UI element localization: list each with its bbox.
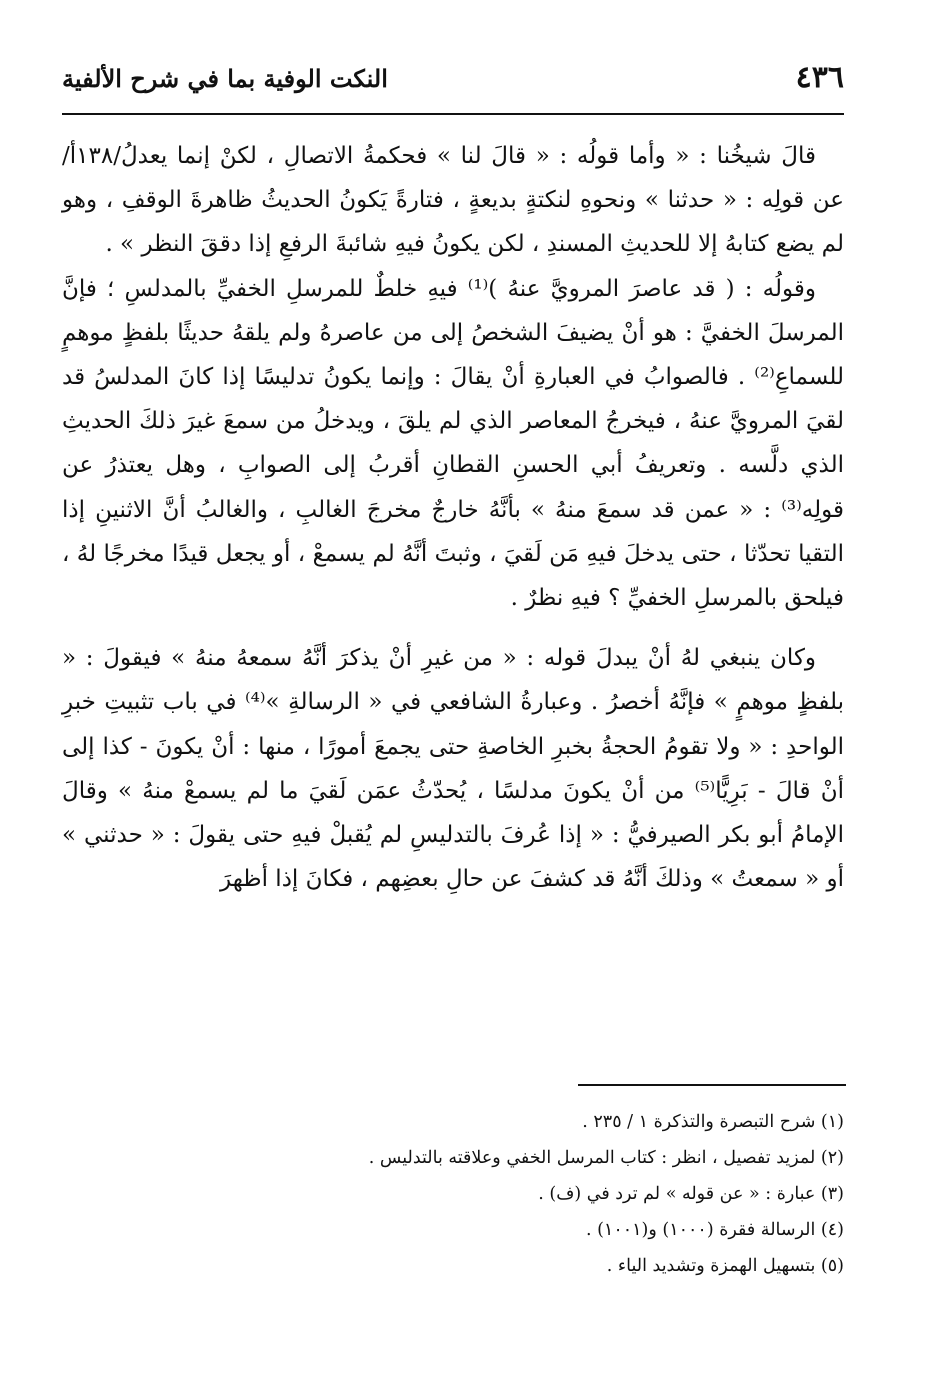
footnote: (٥) بتسهيل الهمزة وتشديد الياء . bbox=[606, 1256, 844, 1276]
footnotes bbox=[62, 1104, 844, 1284]
running-title: النكت الوفية بما في شرح الألفية bbox=[62, 64, 388, 93]
paragraph: وقولُه : ( قد عاصرَ المرويَّ عنهُ )⁽¹⁾ فيهِ خلطٌ للمرسلِ الخفيِّ بالمدلسِ ؛ فإنَّ المرسلَ الخفيَّ : هو أنْ يضيفَ الشخصُ إلى من عاصرهُ ولم يلقهُ حديثًا بلفظٍ موهمٍ للسماعِ⁽²⁾ . فالصوابُ في العبارةِ أنْ يقالَ : وإنما يكونُ تدليسًا إذا كانَ المدلسُ قد لقيَ المرويَّ عنهُ ، فيخرجُ المعاصر الذي لم يلقَ ، ويدخلُ من سمعَ غيرَ ذلكَ الحديثِ الذي دلَّسه . وتعريفُ أبي الحسنِ القطانِ أقربُ إلى الصوابِ ، وهل يعتذرُ عن قولِه⁽³⁾ : « عمن قد سمعَ منهُ » بأنَّهُ خارجٌ مخرجَ الغالبِ ، والغالبُ أنَّ الاثنينِ إذا التقيا تحدّثا ، حتى يدخلَ فيهِ مَن لَقيَ ، وثبتَ أنَّهُ لم يسمعْ ، أو يجعل قيدًا مخرجًا لهُ ، فيلحق بالمرسلِ الخفيِّ ؟ فيهِ نظرٌ . bbox=[62, 275, 844, 612]
footnote-divider bbox=[578, 1084, 846, 1086]
footnote: (١) شرح التبصرة والتذكرة ١ / ٢٣٥ . bbox=[582, 1112, 844, 1132]
footnote: (٣) عبارة : « عن قوله » لم ترد في (ف) . bbox=[538, 1184, 844, 1204]
header-divider bbox=[62, 113, 844, 115]
main-text bbox=[62, 134, 844, 901]
footnote: (٢) لمزيد تفصيل ، انظر : كتاب المرسل الخفي وعلاقته بالتدليس . bbox=[368, 1148, 844, 1168]
footnote: (٤) الرسالة فقرة (١٠٠٠) و(١٠٠١) . bbox=[585, 1220, 844, 1240]
paragraph: وكان ينبغي لهُ أنْ يبدلَ قوله : « من غيرِ أنْ يذكرَ أنَّهُ سمعهُ منهُ » فيقولَ : « بلفظٍ موهمٍ » فإنَّهُ أخصرُ . وعبارةُ الشافعي في « الرسالةِ »⁽⁴⁾ في باب تثبيتِ خبرِ الواحدِ : « ولا تقومُ الحجةُ بخبرِ الخاصةِ حتى يجمعَ أمورًا ، منها : أنْ يكونَ - كذا إلى أنْ قالَ - بَرِيًّا⁽⁵⁾ من أنْ يكونَ مدلسًا ، يُحدّثُ عمَن لَقيَ ما لم يسمعْ منهُ » وقالَ الإمامُ أبو بكر الصيرفيُّ : « إذا عُرفَ بالتدليسِ لم يُقبلْ فيهِ حتى يقولَ : « حدثني » أو « سمعتُ » وذلكَ أنَّهُ قد كشفَ عن حالِ بعضِهم ، فكانَ إذا أظهرَ bbox=[62, 645, 844, 893]
paragraph: قالَ شيخُنا : « وأما قولُه : « قالَ لنا » فحكمةُ الاتصالِ ، لكنْ إنما يعدلُ/١٣٨أ/ عن قولِه : « حدثنا » ونحوهِ لنكتةٍ بديعةٍ ، فتارةً يَكونُ الحديثُ ظاهرةَ الوقفِ ، وهو لم يضع كتابهُ إلا للحديثِ المسندِ ، لكن يكونُ فيهِ شائبةَ الرفعِ إذا دققَ النظر » . bbox=[62, 143, 844, 258]
page-header bbox=[62, 58, 844, 102]
page-number: ٤٣٦ bbox=[795, 60, 844, 95]
